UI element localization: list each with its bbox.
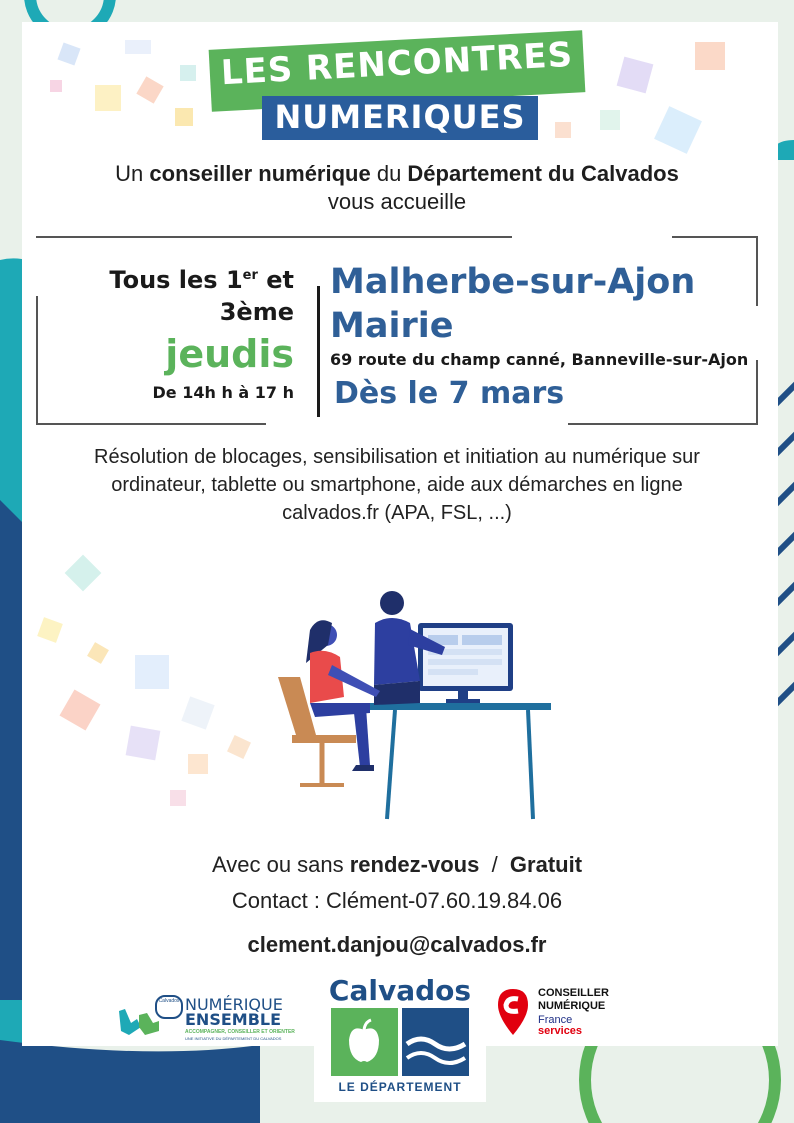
intro-bold-department: Département du Calvados xyxy=(407,161,679,186)
people-at-computer-illustration xyxy=(270,585,560,825)
numerique-word: NUMÉRIQUE xyxy=(185,995,283,1014)
schedule-line-2: 3ème xyxy=(219,298,294,326)
calvados-subtitle: LE DÉPARTEMENT xyxy=(338,1080,462,1094)
frame-right-lower xyxy=(756,360,758,424)
frame-bottom-left xyxy=(36,423,266,425)
map-pin-icon xyxy=(496,987,530,1037)
contact-phone: Contact : Clément-07.60.19.84.06 xyxy=(231,888,563,913)
france-label: France xyxy=(538,1014,573,1026)
conseiller-word: CONSEILLER xyxy=(538,987,609,999)
service-description: Résolution de blocages, sensibilisation et initiation au numérique sur ordinateur, tablette ou smartphone, aide aux démarches en ligne calvados.fr (APA, FSL, ...) xyxy=(94,446,700,524)
calvados-mini-badge: Calvados xyxy=(155,995,183,1019)
frame-right-upper xyxy=(756,236,758,306)
frame-left xyxy=(36,296,38,424)
services-label: services xyxy=(538,1025,583,1037)
location-town: Malherbe-sur-Ajon xyxy=(330,262,696,302)
location-address: 69 route du champ canné, Banneville-sur-Ajon xyxy=(330,350,749,369)
location-place: Mairie xyxy=(330,306,454,346)
ensemble-tagline: ACCOMPAGNER, CONSEILLER ET ORIENTER xyxy=(185,1029,295,1035)
conseiller-numerique-logo xyxy=(496,985,636,1041)
frame-bottom-right xyxy=(568,423,758,425)
numerique-label: NUMÉRIQUE xyxy=(538,1000,606,1012)
location-start-date: Dès le 7 mars xyxy=(334,376,565,411)
calvados-department-logo xyxy=(314,972,486,1102)
intro-text xyxy=(40,160,754,216)
calvados-name: Calvados xyxy=(328,974,472,1007)
calvados-emblem xyxy=(331,1008,469,1076)
center-divider xyxy=(317,286,320,417)
intro-prefix: Un xyxy=(115,161,150,186)
schedule-hours: De 14h h à 17 h xyxy=(152,383,294,402)
ensemble-word: ENSEMBLE xyxy=(185,1010,282,1029)
schedule-day: jeudis xyxy=(165,332,294,376)
contact-email[interactable]: clement.danjou@calvados.fr xyxy=(247,932,547,957)
schedule-line-1: Tous les 1er et xyxy=(109,266,294,294)
title-line-1: LES RENCONTRES xyxy=(219,34,575,94)
appointment-line: Avec ou sans rendez-vous / Gratuit xyxy=(211,852,583,877)
frame-top-left xyxy=(36,236,512,238)
intro-line-2: vous accueille xyxy=(327,189,467,214)
frame-top-right xyxy=(672,236,758,238)
ensemble-subtitle: UNE INITIATIVE DU DÉPARTEMENT DU CALVADOS xyxy=(185,1036,282,1041)
numerique-ensemble-logo xyxy=(115,995,315,1045)
intro-mid: du xyxy=(370,161,408,186)
intro-bold-advisor: conseiller numérique xyxy=(149,161,371,186)
title-line-2: NUMERIQUES xyxy=(274,98,526,136)
